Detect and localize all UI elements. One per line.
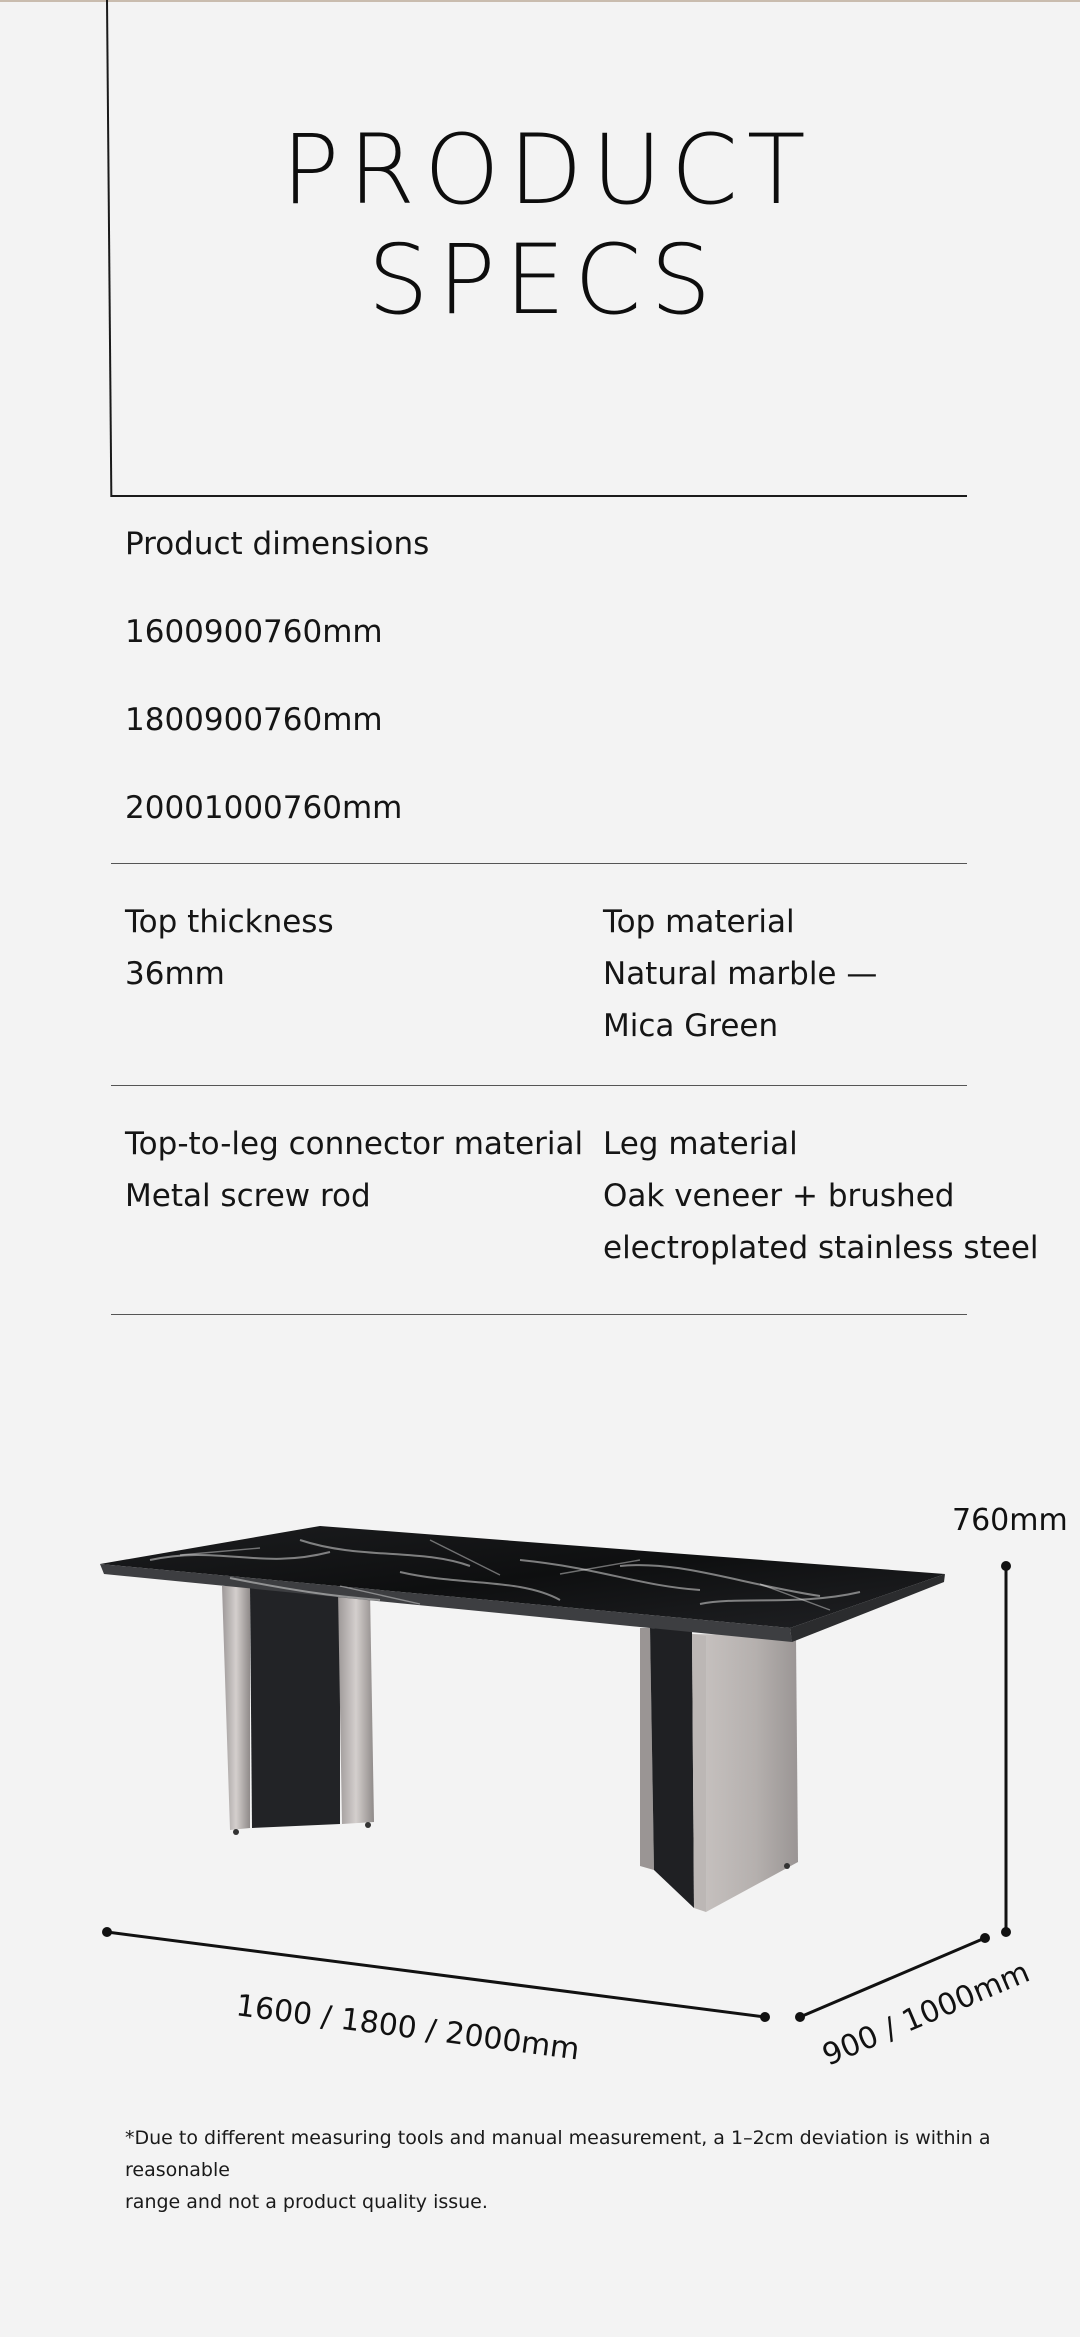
connector-value: Metal screw rod — [125, 1178, 371, 1214]
page-title-line-2: SPECS — [367, 224, 721, 336]
length-label: 1600 / 1800 / 2000mm — [233, 1988, 582, 2068]
page-title-line-1: PRODUCT — [281, 114, 815, 226]
connector-label: Top-to-leg connector material — [125, 1126, 584, 1162]
measurement-disclaimer — [125, 2122, 1025, 2218]
top-thickness-value: 36mm — [125, 956, 225, 992]
disclaimer-line-1: *Due to different measuring tools and manual measurement, a 1–2cm deviation is within a reasonable — [125, 2127, 991, 2181]
top-material-value-line1: Natural marble — — [603, 956, 878, 992]
separator-3 — [111, 1314, 967, 1315]
top-thickness-label: Top thickness — [125, 904, 334, 940]
dimension-item-2: 1800900760mm — [125, 702, 383, 738]
height-dimension-line — [1001, 1561, 1011, 1937]
separator-2 — [111, 1085, 967, 1086]
table-dimension-diagram — [0, 1480, 1080, 2100]
dimension-item-1: 1600900760mm — [125, 614, 383, 650]
height-label: 760mm — [952, 1503, 1068, 1538]
dimensions-label: Product dimensions — [125, 526, 430, 562]
right-leg — [640, 1628, 798, 1912]
leg-material-label: Leg material — [603, 1126, 798, 1162]
top-material-label: Top material — [603, 904, 795, 940]
left-leg — [222, 1586, 374, 1835]
leg-material-value-line1: Oak veneer + brushed — [603, 1178, 955, 1214]
separator-1 — [111, 863, 967, 864]
depth-label: 900 / 1000mm — [817, 1954, 1035, 2074]
top-material-value-line2: Mica Green — [603, 1008, 779, 1044]
frame-horizontal-line — [111, 495, 967, 497]
leg-material-value-line2: electroplated stainless steel — [603, 1230, 1039, 1266]
length-dimension-line — [102, 1927, 770, 2022]
top-accent-line — [0, 0, 1080, 2]
dimension-item-3: 20001000760mm — [125, 790, 403, 826]
disclaimer-line-2: range and not a product quality issue. — [125, 2191, 488, 2213]
